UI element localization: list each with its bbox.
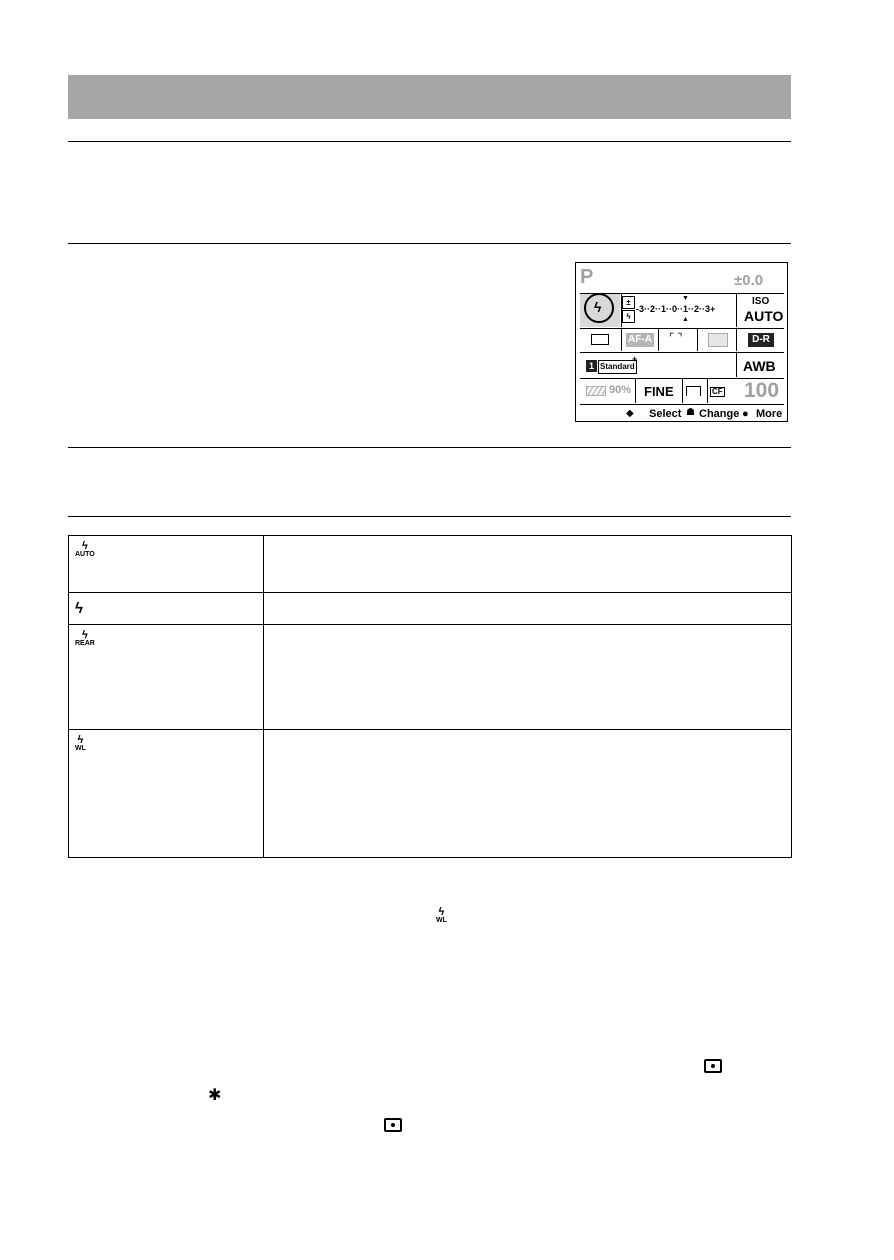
drive-mode-icon <box>591 334 609 345</box>
dial-icon: ☗ <box>686 407 695 418</box>
table-cell-description <box>264 625 792 730</box>
flash-auto-icon: ϟ AUTO <box>75 540 95 558</box>
divider-1 <box>68 141 791 142</box>
table-cell-description <box>264 536 792 593</box>
divider-2 <box>68 243 791 244</box>
lcd-col-line <box>736 353 737 377</box>
flash-mode-table <box>68 535 792 858</box>
flash-wl-icon: ϟ WL <box>75 734 86 752</box>
dro-badge: D-R <box>748 333 774 347</box>
flash-rear-icon: ϟ REAR <box>75 629 95 647</box>
table-row <box>69 730 792 858</box>
creative-style-label: Standard <box>598 360 637 374</box>
lcd-row-line <box>580 328 784 329</box>
flash-comp-icon: ϟ <box>622 310 635 323</box>
metering-icon <box>708 333 728 347</box>
af-mode-badge: AF-A <box>626 333 654 347</box>
image-size-icon <box>686 386 701 396</box>
lcd-info-screen <box>575 262 788 422</box>
inline-spot-button-icon-2 <box>384 1118 402 1132</box>
iso-label: ISO <box>752 296 770 307</box>
center-button-icon: ● <box>742 408 749 420</box>
lcd-col-line <box>697 329 698 351</box>
footer-change-label: Change <box>699 408 740 420</box>
table-row <box>69 593 792 625</box>
lcd-row-line <box>580 404 784 405</box>
footer-more-label: More <box>756 408 783 420</box>
flash-fill-icon: ϟ <box>75 600 83 617</box>
lcd-col-line <box>621 329 622 351</box>
lcd-col-line <box>635 379 636 403</box>
select-arrows-icon: ◆ <box>626 408 634 419</box>
lcd-col-line <box>707 379 708 403</box>
table-cell-icon <box>69 593 264 625</box>
image-quality: FINE <box>644 384 674 399</box>
media-card: CF <box>712 387 723 396</box>
section-header-bar <box>68 75 791 119</box>
lcd-col-line <box>658 329 659 351</box>
flash-icon: ϟ <box>594 299 602 315</box>
creative-style-plus-icon: + <box>632 354 638 364</box>
shooting-mode: P <box>580 266 594 288</box>
exposure-scale: -3··2··1··0··1··2··3+ <box>636 304 716 314</box>
af-area-icon: ⌜ ⌝ <box>669 332 683 344</box>
table-cell-description <box>264 593 792 625</box>
table-cell-icon <box>69 730 264 858</box>
white-balance: AWB <box>743 358 776 374</box>
footer-select-label: Select <box>649 408 682 420</box>
creative-style-number: 1 <box>586 360 597 372</box>
lcd-col-line <box>736 294 737 327</box>
remaining-shots: 100 <box>744 379 780 402</box>
table-row <box>69 625 792 730</box>
lcd-row-line <box>580 352 784 353</box>
lcd-col-line <box>736 329 737 351</box>
divider-3 <box>68 447 791 448</box>
iso-value: AUTO <box>744 308 784 324</box>
battery-level: 90% <box>609 384 632 396</box>
scale-marker-bottom-icon: ▲ <box>682 316 689 323</box>
divider-4 <box>68 516 791 517</box>
battery-icon <box>586 386 606 396</box>
table-cell-icon <box>69 625 264 730</box>
scale-marker-top-icon: ▼ <box>682 295 689 302</box>
exposure-comp-icon: ± <box>622 296 635 309</box>
inline-spot-button-icon <box>704 1059 722 1073</box>
exposure-comp-value: ±0.0 <box>734 272 764 289</box>
inline-gear-icon: ✱ <box>208 1087 222 1104</box>
table-cell-icon <box>69 536 264 593</box>
table-cell-description <box>264 730 792 858</box>
lcd-col-line <box>682 379 683 403</box>
table-row <box>69 536 792 593</box>
inline-flash-wl-icon: ϟ WL <box>436 906 447 924</box>
